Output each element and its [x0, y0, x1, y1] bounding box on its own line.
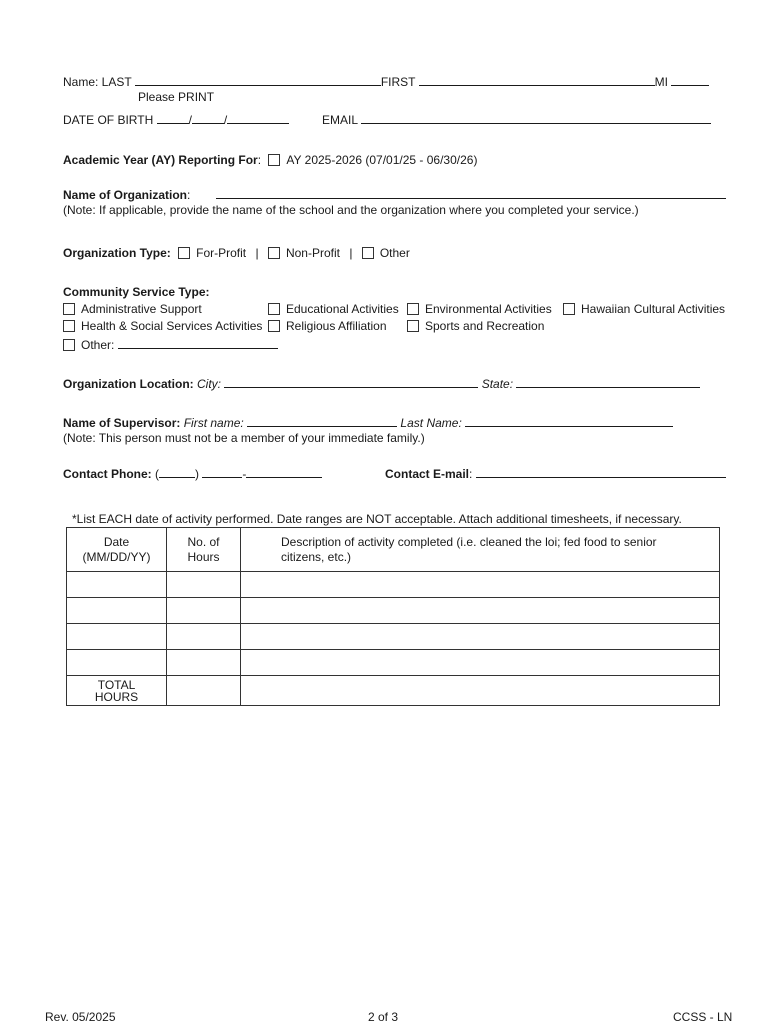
hours-cell[interactable] [167, 650, 241, 676]
supervisor-note: (Note: This person must not be a member of your immediate family.) [63, 431, 425, 445]
non-profit-label: Non-Profit [285, 246, 340, 260]
cs-environment-label: Environmental Activities [425, 302, 552, 316]
mi-field[interactable] [671, 73, 709, 86]
total-label: HOURS [94, 689, 139, 704]
separator: | [349, 246, 353, 260]
email-field[interactable] [361, 111, 711, 124]
dob-row [63, 111, 289, 127]
colon: : [469, 467, 473, 481]
date-cell[interactable] [67, 624, 167, 650]
organization-row [63, 186, 726, 202]
contact-phone-row [63, 465, 322, 481]
table-row [67, 624, 720, 650]
description-cell[interactable] [241, 598, 720, 624]
cs-religious-label: Religious Affiliation [286, 319, 387, 333]
description-cell[interactable] [241, 624, 720, 650]
total-label-cell [67, 676, 167, 706]
cs-hawaiian [563, 302, 725, 316]
table-row [67, 572, 720, 598]
phone-open-paren: ( [155, 467, 160, 481]
for-profit-checkbox[interactable] [178, 247, 190, 259]
hours-header-label: Hours [187, 549, 220, 564]
dob-sep: / [223, 113, 228, 127]
dob-sep: / [188, 113, 192, 127]
phone-prefix-field[interactable] [202, 465, 242, 478]
table-header-row [67, 528, 720, 572]
phone-line-field[interactable] [246, 465, 322, 478]
other-org-label: Other [379, 246, 410, 260]
description-cell[interactable] [241, 650, 720, 676]
academic-year-label: Academic Year (AY) Reporting For [63, 153, 258, 167]
footer-page-number: 2 of 3 [368, 1010, 399, 1024]
cs-admin [63, 302, 202, 316]
dob-day-field[interactable] [192, 111, 224, 124]
cs-environment-checkbox[interactable] [407, 303, 419, 315]
first-name-field[interactable] [419, 73, 655, 86]
print-note: Please PRINT [138, 90, 215, 104]
supervisor-first-label: First name: [183, 416, 244, 430]
date-cell[interactable] [67, 650, 167, 676]
phone-close-paren: ) [195, 467, 200, 481]
community-service-label: Community Service Type: [63, 285, 210, 299]
contact-phone-label: Contact Phone: [63, 467, 152, 481]
phone-dash: - [242, 467, 247, 481]
activity-log-table [66, 527, 720, 706]
cs-health-label: Health & Social Services Activities [81, 319, 263, 333]
cs-other-label: Other: [81, 338, 115, 352]
hours-header-label: No. of [187, 534, 220, 549]
description-header-label: Description of activity completed (i.e. cleaned the loi; fed food to senior citizens, etc.) [281, 534, 657, 564]
supervisor-last-field[interactable] [465, 414, 673, 427]
cs-health-checkbox[interactable] [63, 320, 75, 332]
supervisor-label: Name of Supervisor: [63, 416, 181, 430]
other-org-checkbox[interactable] [362, 247, 374, 259]
phone-area-field[interactable] [159, 465, 195, 478]
email-row [322, 111, 711, 127]
description-cell[interactable] [241, 572, 720, 598]
cs-environment [407, 302, 552, 316]
cs-religious-checkbox[interactable] [268, 320, 280, 332]
city-field[interactable] [224, 375, 478, 388]
mi-label: MI [654, 75, 668, 89]
organization-note: (Note: If applicable, provide the name of the school and the organization where you completed your service.) [63, 203, 639, 217]
cs-hawaiian-checkbox[interactable] [563, 303, 575, 315]
academic-year-row [63, 153, 477, 167]
hours-cell[interactable] [167, 598, 241, 624]
dob-label: DATE OF BIRTH [63, 113, 154, 127]
date-header [67, 528, 167, 572]
contact-email-field[interactable] [476, 465, 726, 478]
state-field[interactable] [516, 375, 700, 388]
location-label: Organization Location: [63, 377, 194, 391]
date-format-label: (MM/DD/YY) [82, 549, 151, 564]
for-profit-label: For-Profit [196, 246, 247, 260]
cs-education-checkbox[interactable] [268, 303, 280, 315]
total-row [67, 676, 720, 706]
separator: | [255, 246, 259, 260]
state-label: State: [481, 377, 514, 391]
last-name-label: Name: LAST [63, 75, 132, 89]
total-description-cell [241, 676, 720, 706]
date-cell[interactable] [67, 598, 167, 624]
cs-sports [407, 319, 544, 333]
total-hours-cell[interactable] [167, 676, 241, 706]
cs-education-label: Educational Activities [286, 302, 399, 316]
date-cell[interactable] [67, 572, 167, 598]
footer-form-code: CCSS - LN [673, 1010, 733, 1024]
organization-label: Name of Organization [63, 188, 188, 202]
colon: : [257, 153, 262, 167]
city-label: City: [197, 377, 222, 391]
cs-other-checkbox[interactable] [63, 339, 75, 351]
contact-email-row [385, 465, 726, 481]
academic-year-option: AY 2025-2026 (07/01/25 - 06/30/26) [286, 153, 478, 167]
dob-year-field[interactable] [227, 111, 289, 124]
location-row [63, 375, 700, 391]
last-name-field[interactable] [135, 73, 381, 86]
cs-sports-checkbox[interactable] [407, 320, 419, 332]
name-row [63, 73, 709, 89]
supervisor-row [63, 414, 673, 430]
org-type-row [63, 246, 410, 260]
cs-religious [268, 319, 387, 333]
date-header-label: Date [103, 534, 130, 549]
supervisor-first-field[interactable] [247, 414, 397, 427]
hours-cell[interactable] [167, 572, 241, 598]
org-type-label: Organization Type: [63, 246, 171, 260]
cs-other [63, 336, 278, 352]
cs-education [268, 302, 399, 316]
footer-revision: Rev. 05/2025 [45, 1010, 116, 1024]
cs-other-field[interactable] [118, 336, 278, 349]
hours-header [167, 528, 241, 572]
cs-admin-label: Administrative Support [81, 302, 202, 316]
cs-admin-checkbox[interactable] [63, 303, 75, 315]
cs-health [63, 319, 262, 333]
first-name-label: FIRST [380, 75, 416, 89]
hours-cell[interactable] [167, 624, 241, 650]
email-label: EMAIL [322, 113, 358, 127]
table-row [67, 650, 720, 676]
total-label: TOTAL [97, 677, 136, 692]
contact-email-label: Contact E-mail [385, 467, 470, 481]
supervisor-last-label: Last Name: [400, 416, 462, 430]
dob-month-field[interactable] [157, 111, 189, 124]
log-instruction: *List EACH date of activity performed. Date ranges are NOT acceptable. Attach additional timesheets, if necessary. [72, 512, 682, 526]
non-profit-checkbox[interactable] [268, 247, 280, 259]
colon: : [187, 188, 191, 202]
cs-sports-label: Sports and Recreation [425, 319, 545, 333]
description-header [241, 528, 720, 572]
academic-year-checkbox[interactable] [268, 154, 280, 166]
organization-field[interactable] [216, 186, 726, 199]
cs-hawaiian-label: Hawaiian Cultural Activities [581, 302, 726, 316]
table-row [67, 598, 720, 624]
